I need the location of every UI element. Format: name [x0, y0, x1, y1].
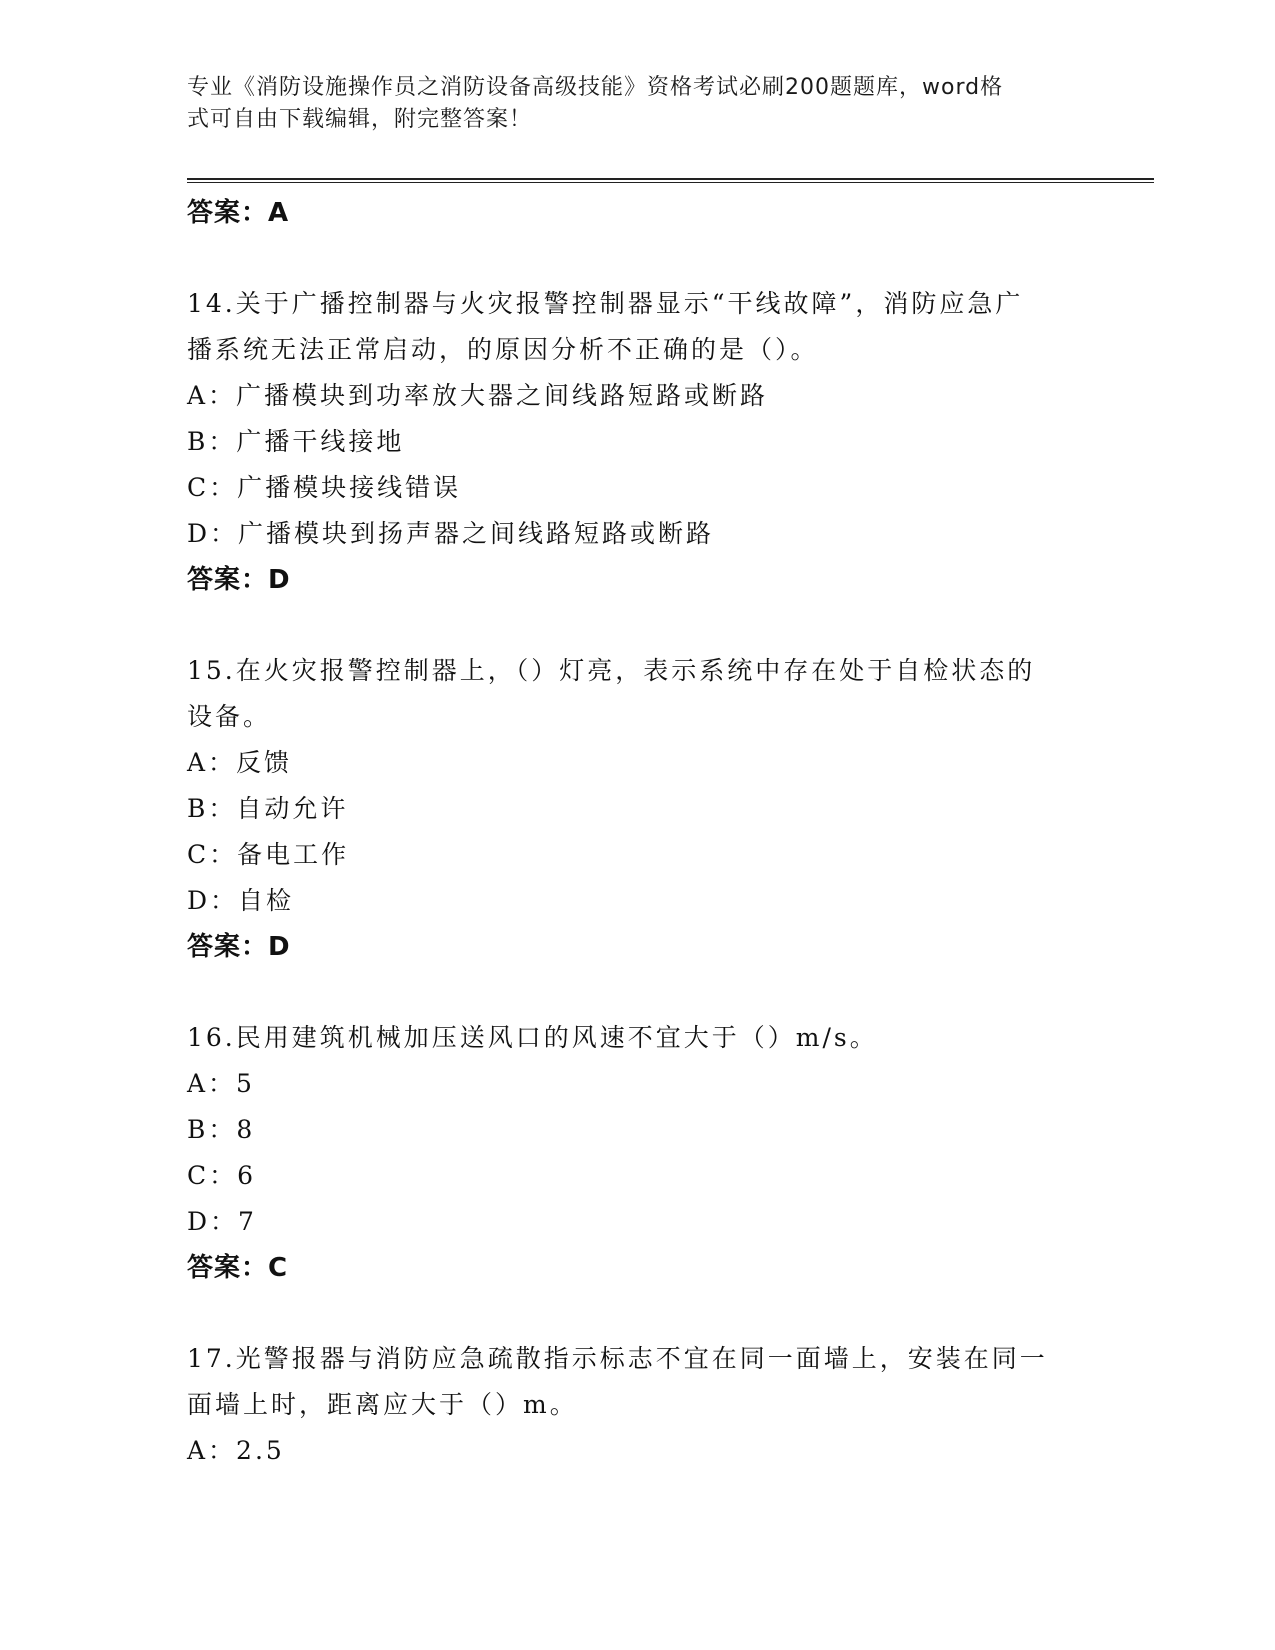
stem-line: 14.关于广播控制器与火灾报警控制器显示“干线故障”，消防应急广	[187, 289, 1024, 318]
question-list	[187, 190, 1087, 1474]
spacer	[187, 1291, 1087, 1336]
question-17	[187, 1336, 1087, 1474]
answer: 答案：C	[187, 1253, 289, 1283]
stem-line: 15.在火灾报警控制器上，（）灯亮，表示系统中存在处于自检状态的	[187, 656, 1036, 685]
question-stem	[187, 281, 1087, 373]
question-stem	[187, 1336, 1087, 1428]
option-d: D：自检	[187, 886, 295, 915]
header-divider	[187, 178, 1154, 183]
option-d: D：广播模块到扬声器之间线路短路或断路	[187, 519, 715, 548]
header-line-2: 式可自由下载编辑，附完整答案！	[187, 107, 533, 132]
option-a: A：5	[187, 1069, 255, 1098]
header-line-1: 专业《消防设施操作员之消防设备高级技能》资格考试必刷200题题库，word格	[187, 75, 1004, 100]
stem-line: 17.光警报器与消防应急疏散指示标志不宜在同一面墙上，安装在同一	[187, 1344, 1048, 1373]
stem-line: 设备。	[187, 702, 272, 731]
spacer	[187, 970, 1087, 1015]
option-a: A：广播模块到功率放大器之间线路短路或断路	[187, 381, 769, 410]
spacer	[187, 236, 1087, 281]
question-16	[187, 1015, 1087, 1291]
option-b: B：8	[187, 1115, 256, 1144]
option-c: C：广播模块接线错误	[187, 473, 462, 502]
answer: 答案：D	[187, 565, 291, 595]
previous-answer: 答案：A	[187, 198, 290, 228]
stem-line: 16.民用建筑机械加压送风口的风速不宜大于（）m/s。	[187, 1023, 878, 1052]
option-d: D：7	[187, 1207, 257, 1236]
option-b: B：自动允许	[187, 794, 349, 823]
question-stem	[187, 648, 1087, 740]
option-c: C：备电工作	[187, 840, 350, 869]
answer: 答案：D	[187, 932, 291, 962]
spacer	[187, 603, 1087, 648]
question-15	[187, 648, 1087, 970]
option-b: B：广播干线接地	[187, 427, 405, 456]
option-a: A：2.5	[187, 1436, 285, 1465]
document-header	[187, 72, 1077, 136]
option-c: C：6	[187, 1161, 257, 1190]
option-a: A：反馈	[187, 748, 293, 777]
stem-line: 面墙上时，距离应大于（）m。	[187, 1390, 578, 1419]
stem-line: 播系统无法正常启动，的原因分析不正确的是（）。	[187, 335, 819, 364]
question-14	[187, 281, 1087, 603]
question-stem	[187, 1015, 1087, 1061]
